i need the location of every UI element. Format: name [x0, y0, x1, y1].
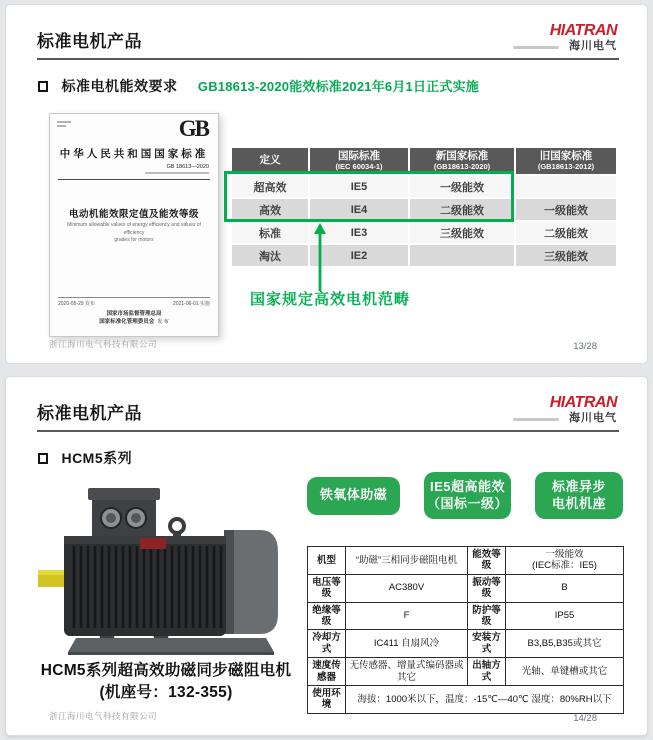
ics-code-blur: [57, 125, 66, 127]
brand-logo-chinese: 海川电气: [569, 40, 617, 52]
brand-logo: [507, 395, 617, 425]
efficiency-table: [230, 146, 618, 268]
spec-row: 机型 “助磁”三相同步磁阻电机 能效等级 一级能效 (IEC标准：IE5): [308, 547, 624, 575]
spec-row: 电压等级 AC380V 振动等级 B: [308, 574, 624, 602]
col-header: 定义: [231, 147, 309, 175]
title-divider: [37, 58, 619, 60]
table-row: 超高效 IE5 一级能效: [231, 175, 617, 198]
section-bullet-icon: [38, 81, 48, 92]
doc-issue-date: 2020-05-29 发布: [58, 301, 95, 307]
up-arrow-icon: [313, 223, 327, 291]
doc-dates: [58, 297, 210, 307]
page-title: 标准电机产品: [37, 32, 142, 51]
doc-impl-date: 2021-06-01 实施: [173, 301, 210, 307]
footer-company: 浙江海川电气科技有限公司: [49, 711, 158, 721]
annotation-text: 国家规定高效电机范畴: [250, 291, 411, 308]
spec-table: [307, 546, 624, 714]
table-row: 标准 IE3 三级能效 二级能效: [231, 221, 617, 244]
feature-pill: 铁氧体助磁: [307, 477, 400, 515]
title-divider: [37, 430, 619, 432]
section-title: HCM5系列: [61, 450, 133, 466]
table-row: 淘汰 IE2 三级能效: [231, 244, 617, 267]
page-number: 13/28: [573, 341, 597, 352]
page-number: 14/28: [573, 713, 597, 724]
feature-pill: 标准异步 电机机座: [535, 472, 623, 519]
spec-row: 速度传感器 无传感器、增量式编码器或其它 出轴方式 光轴、单键槽或其它: [308, 658, 624, 686]
section-title: 标准电机能效要求: [61, 78, 178, 94]
spec-row: 使用环境 海拔：1000米以下，温度：-15℃—40℃ 湿度：80%RH以下: [308, 685, 624, 713]
feature-pills: [307, 472, 623, 519]
gb-logo: GB: [178, 116, 208, 141]
brand-logo: [507, 23, 617, 53]
motor-image: [34, 480, 292, 658]
col-header: 旧国家标准 (GB18613-2012): [515, 147, 617, 175]
slide-13: [5, 4, 648, 364]
brand-logo-chinese: 海川电气: [569, 412, 617, 424]
brand-logo-text: HIATRAN: [549, 22, 617, 39]
brand-logo-swoosh: [513, 46, 559, 49]
doc-title: 电动机能效限定值及能效等级: [68, 209, 199, 220]
section-note-green: GB18613-2020能效标准2021年6月1日正式实施: [197, 79, 479, 94]
doc-replaces-blur: [145, 172, 209, 174]
feature-pill: IE5超高能效 （国标一级）: [424, 472, 511, 519]
spec-row: 冷却方式 IC411 自扇风冷 安装方式 B3,B5,B35或其它: [308, 630, 624, 658]
doc-issuer: 国家市场监督管理总局 国家标准化管理委员会 发 布: [99, 311, 169, 326]
doc-divider: [58, 179, 210, 180]
table-row: 高效 IE4 二级能效 一级能效: [231, 198, 617, 221]
ics-code-blur: [57, 121, 71, 123]
footer-company: 浙江海川电气科技有限公司: [49, 339, 158, 349]
doc-subtitle-english: Minimum allowable values of energy efficiency and values of efficiency grades for motors: [67, 222, 201, 243]
section-bullet-icon: [38, 453, 48, 464]
col-header: 国际标准 (IEC 60034-1): [309, 147, 409, 175]
slide-14: [5, 376, 648, 736]
doc-standard-code: GB 18613—2020: [166, 164, 209, 170]
brand-logo-swoosh: [513, 418, 559, 421]
brand-logo-text: HIATRAN: [549, 394, 617, 411]
gb-standard-cover: [49, 113, 219, 337]
motor-caption: HCM5系列超高效助磁同步磁阻电机 (机座号：132-355): [40, 662, 292, 702]
spec-row: 绝缘等级 F 防护等级 IP55: [308, 602, 624, 630]
doc-nation-header: 中华人民共和国国家标准: [59, 149, 209, 160]
table-header-row: [231, 147, 617, 175]
col-header: 新国家标准 (GB18613-2020): [409, 147, 515, 175]
page-title: 标准电机产品: [37, 404, 142, 423]
